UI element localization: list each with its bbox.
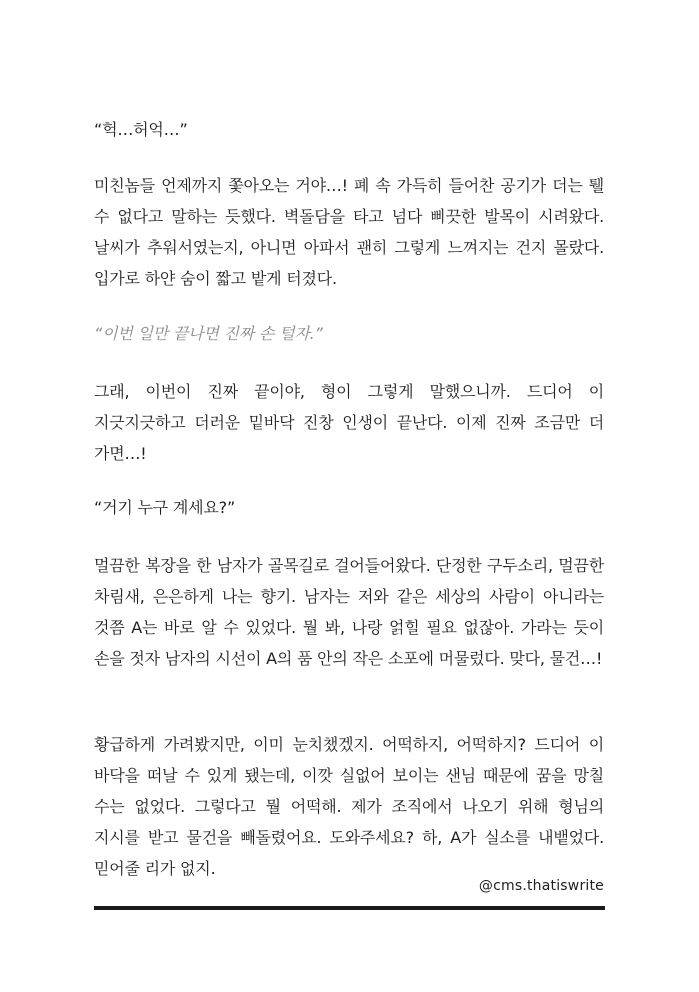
author-handle: @cms.thatiswrite — [478, 878, 604, 894]
inner-thought-quote: “이번 일만 끝나면 진짜 손 털자.” — [94, 324, 323, 343]
bottom-divider — [94, 906, 605, 910]
narration-paragraph-2: 그래, 이번이 진짜 끝이야, 형이 그렇게 말했으니까. 드디어 이 지긋지긋하고 더러운 밑바닥 진창 인생이 끝난다. 이제 진짜 조금만 더 가면…! — [94, 382, 604, 463]
dialogue-gasp: “헉…허억…” — [94, 120, 188, 139]
dialogue-anyone-there: “거기 누구 계세요?” — [94, 498, 236, 517]
narration-paragraph-3: 멀끔한 복장을 한 남자가 골목길로 걸어들어왔다. 단정한 구두소리, 멀끔한 차림새, 은은하게 나는 향기. 남자는 저와 같은 세상의 사람이 아니라는 것쯤 A는 바로 알 수 있었다. 뭘 봐, 나랑 얽힐 필요 없잖아. 가라는 듯이 손을 젓자 남자의 시선이 A의 품 안의 작은 소포에 머물렀다. 맞다, 물건…! — [94, 556, 604, 668]
narration-paragraph-4: 황급하게 가려봤지만, 이미 눈치챘겠지. 어떡하지, 어떡하지? 드디어 이 바닥을 떠날 수 있게 됐는데, 이깟 실없어 보이는 샌님 때문에 꿈을 망칠 수는 없었다. 그렇다고 뭘 어떡해. 제가 조직에서 나오기 위해 형님의 지시를 받고 물건을 빼돌렸어요. 도와주세요? 하, A가 실소를 내뱉었다. 믿어줄 리가 없지. — [94, 735, 604, 878]
narration-paragraph-1: 미친놈들 언제까지 쫓아오는 거야…! 폐 속 가득히 들어찬 공기가 더는 퉬 수 없다고 말하는 듯했다. 벽돌담을 타고 넘다 삐끗한 발목이 시려왔다. 날씨가 추워서였는지, 아니면 아파서 괜히 그렇게 느껴지는 건지 몰랐다. 입가로 하얀 숨이 짧고 밭게 터졌다. — [94, 176, 604, 288]
